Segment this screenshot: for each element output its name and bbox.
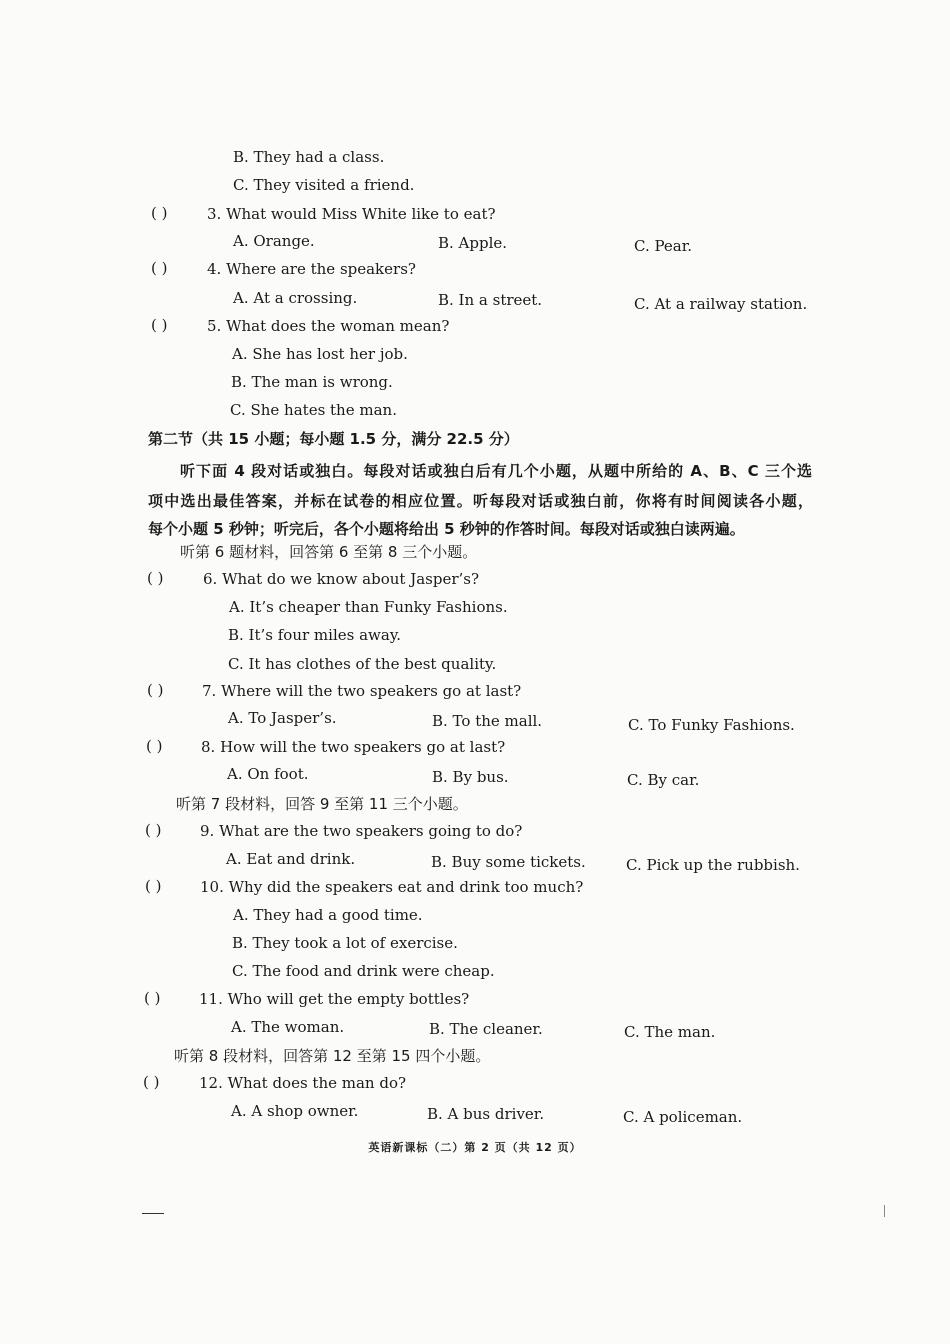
q2-option-b: B. They had a class. xyxy=(233,148,385,166)
q3-option-c: C. Pear. xyxy=(634,237,693,255)
q8-option-b: B. By bus. xyxy=(432,768,509,786)
q6-option-c: C. It has clothes of the best quality. xyxy=(228,655,497,673)
material-7-intro: 听第 7 段材料，回答 9 至第 11 三个小题。 xyxy=(176,795,468,813)
q12-option-a: A. A shop owner. xyxy=(231,1102,359,1120)
q7-stem: 7. Where will the two speakers go at last? xyxy=(202,682,522,700)
q12-answer-blank[interactable]: ( ) xyxy=(143,1073,160,1091)
q7-answer-blank[interactable]: ( ) xyxy=(147,681,164,699)
q9-option-b: B. Buy some tickets. xyxy=(431,853,586,871)
scan-mark xyxy=(142,1213,164,1214)
section-2-heading: 第二节（共 15 小题；每小题 1.5 分，满分 22.5 分） xyxy=(148,430,519,448)
q4-stem: 4. Where are the speakers? xyxy=(207,260,416,278)
q8-answer-blank[interactable]: ( ) xyxy=(146,737,163,755)
q3-answer-blank[interactable]: ( ) xyxy=(151,204,168,222)
q6-stem: 6. What do we know about Jasper’s? xyxy=(203,570,480,588)
page-footer: 英语新课标（二）第 2 页（共 12 页） xyxy=(368,1141,582,1154)
q4-option-c: C. At a railway station. xyxy=(634,295,808,313)
q6-option-b: B. It’s four miles away. xyxy=(228,626,402,644)
q10-stem: 10. Why did the speakers eat and drink too much? xyxy=(200,878,584,896)
q9-option-a: A. Eat and drink. xyxy=(226,850,356,868)
q5-option-c: C. She hates the man. xyxy=(230,401,397,419)
q9-stem: 9. What are the two speakers going to do? xyxy=(200,822,523,840)
q10-option-c: C. The food and drink were cheap. xyxy=(232,962,495,980)
material-8-intro: 听第 8 段材料，回答第 12 至第 15 四个小题。 xyxy=(174,1047,491,1065)
q5-answer-blank[interactable]: ( ) xyxy=(151,316,168,334)
q8-option-a: A. On foot. xyxy=(227,765,309,783)
q11-answer-blank[interactable]: ( ) xyxy=(144,989,161,1007)
q12-option-c: C. A policeman. xyxy=(623,1108,743,1126)
q9-option-c: C. Pick up the rubbish. xyxy=(626,856,800,874)
q11-option-c: C. The man. xyxy=(624,1023,716,1041)
q8-stem: 8. How will the two speakers go at last? xyxy=(201,738,506,756)
q4-answer-blank[interactable]: ( ) xyxy=(151,259,168,277)
q10-answer-blank[interactable]: ( ) xyxy=(145,877,162,895)
q12-stem: 12. What does the man do? xyxy=(199,1074,407,1092)
q7-option-a: A. To Jasper’s. xyxy=(228,709,337,727)
q6-option-a: A. It’s cheaper than Funky Fashions. xyxy=(229,598,508,616)
q7-option-b: B. To the mall. xyxy=(432,712,543,730)
q7-option-c: C. To Funky Fashions. xyxy=(628,716,795,734)
q10-option-a: A. They had a good time. xyxy=(233,906,423,924)
section-2-instructions-line-2: 项中选出最佳答案，并标在试卷的相应位置。听每段对话或独白前，你将有时间阅读各小题， xyxy=(148,492,813,510)
q8-option-c: C. By car. xyxy=(627,771,700,789)
q9-answer-blank[interactable]: ( ) xyxy=(145,821,162,839)
q3-stem: 3. What would Miss White like to eat? xyxy=(207,205,496,223)
q5-option-a: A. She has lost her job. xyxy=(232,345,408,363)
q11-option-b: B. The cleaner. xyxy=(429,1020,543,1038)
material-6-intro: 听第 6 题材料，回答第 6 至第 8 三个小题。 xyxy=(180,543,478,561)
q5-stem: 5. What does the woman mean? xyxy=(207,317,450,335)
q11-stem: 11. Who will get the empty bottles? xyxy=(199,990,470,1008)
q11-option-a: A. The woman. xyxy=(231,1018,345,1036)
q5-option-b: B. The man is wrong. xyxy=(231,373,393,391)
q3-option-b: B. Apple. xyxy=(438,234,508,252)
q6-answer-blank[interactable]: ( ) xyxy=(147,569,164,587)
section-2-instructions-line-1: 听下面 4 段对话或独白。每段对话或独白后有几个小题，从题中所给的 A、B、C 三个选 xyxy=(180,462,812,480)
scan-mark xyxy=(884,1205,885,1217)
q10-option-b: B. They took a lot of exercise. xyxy=(232,934,458,952)
section-2-instructions-line-3: 每个小题 5 秒钟；听完后，各个小题将给出 5 秒钟的作答时间。每段对话或独白读两遍。 xyxy=(148,520,745,538)
q3-option-a: A. Orange. xyxy=(233,232,315,250)
q4-option-b: B. In a street. xyxy=(438,291,543,309)
q4-option-a: A. At a crossing. xyxy=(233,289,358,307)
q2-option-c: C. They visited a friend. xyxy=(233,176,415,194)
q12-option-b: B. A bus driver. xyxy=(427,1105,545,1123)
